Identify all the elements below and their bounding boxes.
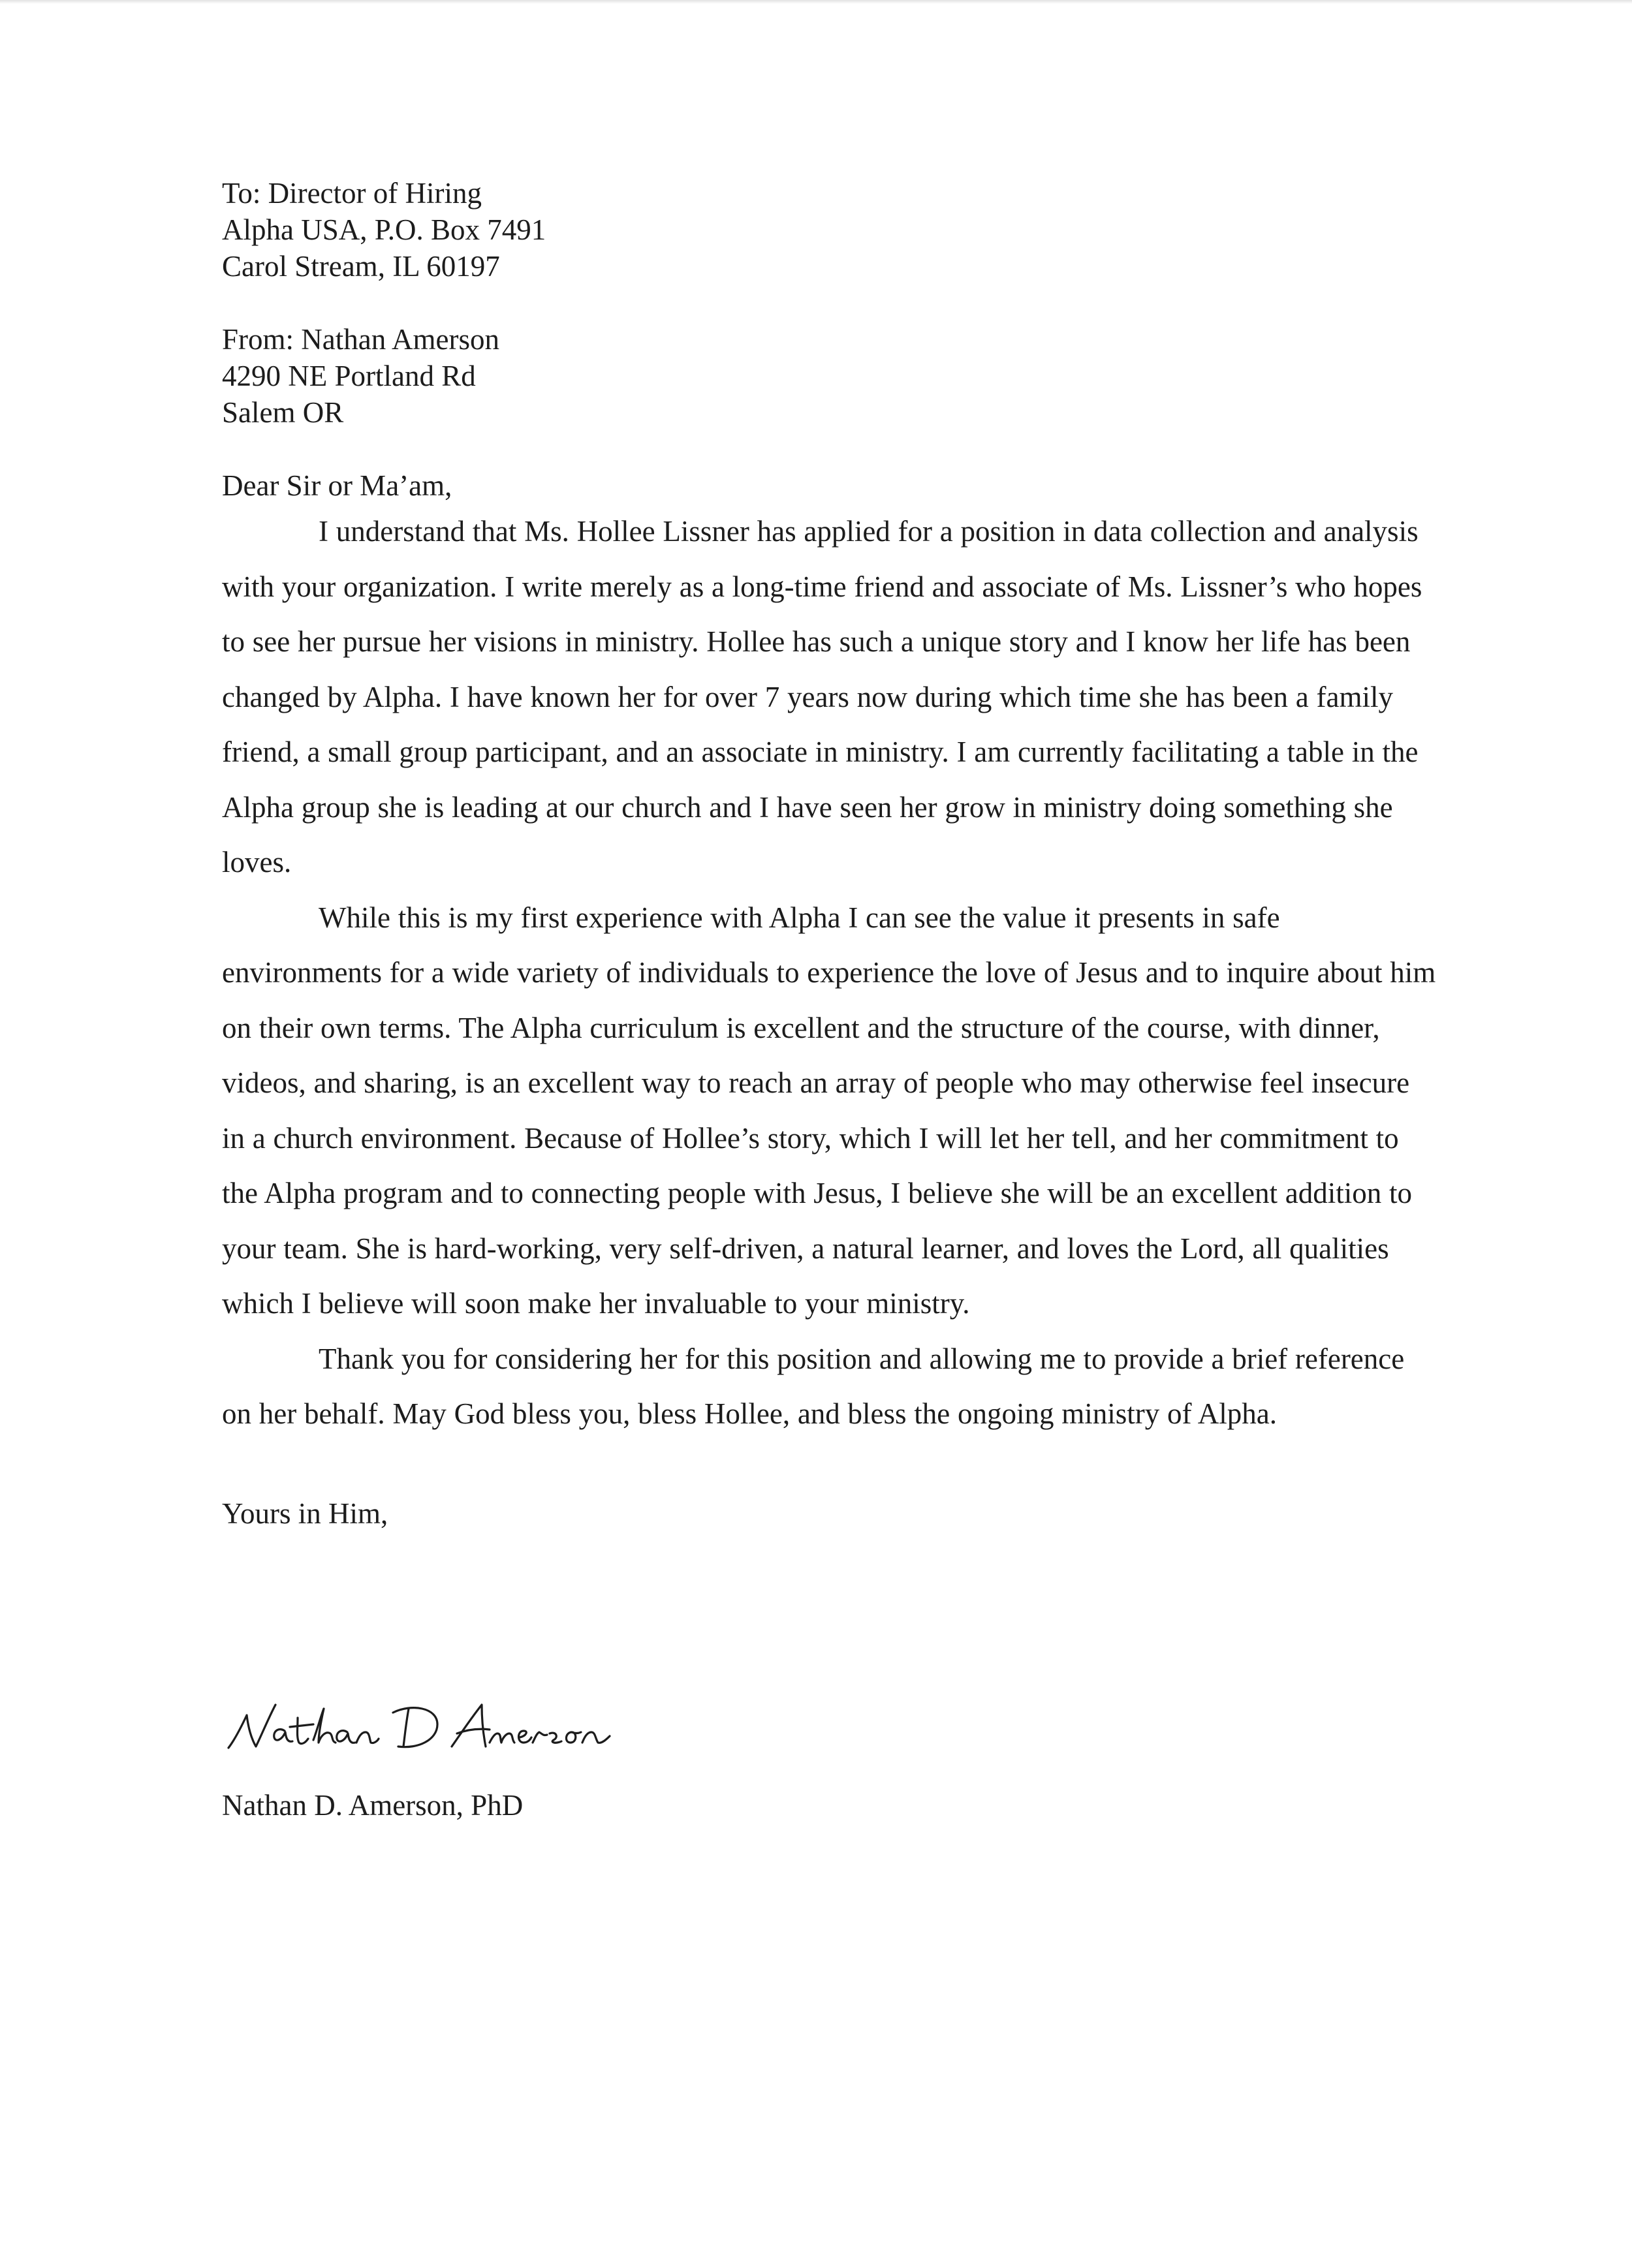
sender-line-3: Salem OR <box>222 396 344 429</box>
letter-body <box>222 175 1436 1532</box>
handwritten-signature <box>222 1690 640 1762</box>
salutation: Dear Sir or Ma’am, <box>222 469 452 502</box>
sender-address <box>222 321 1436 431</box>
recipient-line-3: Carol Stream, IL 60197 <box>222 250 500 283</box>
body-paragraph-3: Thank you for considering her for this position and allowing me to provide a brief reference on her behalf. May God bless you, bless Hollee, and bless the ongoing ministry of Alpha. <box>222 1342 1405 1430</box>
signature-image <box>222 1690 640 1762</box>
recipient-line-2: Alpha USA, P.O. Box 7491 <box>222 213 546 246</box>
signer-name: Nathan D. Amerson, PhD <box>222 1789 524 1822</box>
body-paragraph-1: I understand that Ms. Hollee Lissner has applied for a position in data collection and analysis with your organization. I write merely as a long-time friend and associate of Ms. Lissner’s who hopes to see her pursue her visions in ministry. Hollee has such a unique story and I know her life has been changed by Alpha. I have known her for over 7 years now during which time she has been a family friend, a small group participant, and an associate in ministry. I am currently facilitating a table in the Alpha group she is leading at our church and I have seen her grow in ministry doing something she loves. <box>222 515 1422 878</box>
recipient-line-1: To: Director of Hiring <box>222 177 482 210</box>
scan-edge <box>0 0 1632 4</box>
sender-line-1: From: Nathan Amerson <box>222 323 499 356</box>
recipient-address <box>222 175 1436 285</box>
body-paragraph-2: While this is my first experience with Alpha I can see the value it presents in safe environments for a wide variety of individuals to experience the love of Jesus and to inquire about him on their own terms. The Alpha curriculum is excellent and the structure of the course, with dinner, videos, and sharing, is an excellent way to reach an array of people who may otherwise feel insecure in a church environment. Because of Hollee’s story, which I will let her tell, and her commitment to the Alpha program and to connecting people with Jesus, I believe she will be an excellent addition to your team. She is hard-working, very self-driven, a natural learner, and loves the Lord, all qualities which I believe will soon make her invaluable to your ministry. <box>222 901 1436 1320</box>
sender-line-2: 4290 NE Portland Rd <box>222 360 476 392</box>
closing: Yours in Him, <box>222 1497 388 1530</box>
